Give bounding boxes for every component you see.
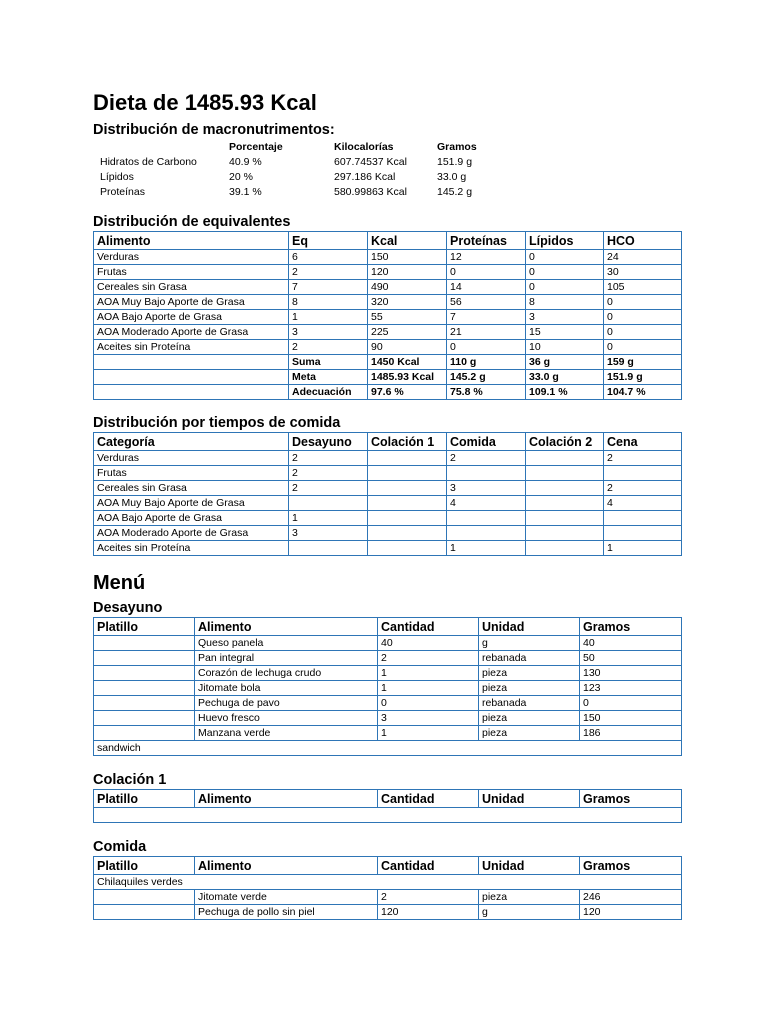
table-cell: 4 <box>447 496 526 511</box>
table-cell: pieza <box>479 726 580 741</box>
table-cell: 36 g <box>526 355 604 370</box>
macro-cell: 33.0 g <box>437 170 467 183</box>
table-cell: 1 <box>447 541 526 556</box>
table-cell: 0 <box>604 325 682 340</box>
table-cell <box>368 481 447 496</box>
menu-header-cell: Platillo <box>94 790 195 808</box>
table-cell: 8 <box>526 295 604 310</box>
table-cell: 1 <box>378 726 479 741</box>
table-cell <box>94 696 195 711</box>
tiempos-header-cell: Comida <box>447 433 526 451</box>
table-row <box>94 481 682 496</box>
table-cell: 151.9 g <box>604 370 682 385</box>
equiv-header-cell: Proteínas <box>447 232 526 250</box>
table-cell <box>368 541 447 556</box>
table-cell: 90 <box>368 340 447 355</box>
table-cell: Adecuación <box>289 385 368 400</box>
table-cell: 7 <box>289 280 368 295</box>
table-cell: AOA Muy Bajo Aporte de Grasa <box>94 295 289 310</box>
macro-row <box>93 184 493 199</box>
page-title: Dieta de 1485.93 Kcal <box>93 90 317 115</box>
equiv-header-cell: Eq <box>289 232 368 250</box>
table-row <box>94 651 682 666</box>
table-cell: Manzana verde <box>195 726 378 741</box>
macro-cell: 145.2 g <box>437 185 473 198</box>
table-cell: 123 <box>580 681 682 696</box>
menu-header-cell: Alimento <box>195 857 378 875</box>
macro-cell: 297.186 Kcal <box>334 170 396 183</box>
table-cell: 0 <box>580 696 682 711</box>
comida-heading: Comida <box>93 839 147 855</box>
tiempos-header-cell: Colación 2 <box>526 433 604 451</box>
tiempos-header-cell: Categoría <box>94 433 289 451</box>
table-row <box>94 265 682 280</box>
table-cell: g <box>479 905 580 920</box>
summary-row-suma <box>94 355 682 370</box>
table-cell: 0 <box>526 280 604 295</box>
table-cell: 24 <box>604 250 682 265</box>
tiempos-header-cell: Colación 1 <box>368 433 447 451</box>
table-cell: rebanada <box>479 651 580 666</box>
table-cell: Cereales sin Grasa <box>94 481 289 496</box>
table-cell <box>368 451 447 466</box>
table-cell <box>94 711 195 726</box>
table-cell: 120 <box>368 265 447 280</box>
table-cell: AOA Muy Bajo Aporte de Grasa <box>94 496 289 511</box>
table-cell: 320 <box>368 295 447 310</box>
table-cell <box>289 541 368 556</box>
table-row <box>94 280 682 295</box>
table-row <box>94 541 682 556</box>
table-cell <box>447 511 526 526</box>
dish-name: Chilaquiles verdes <box>94 875 682 890</box>
macro-header-row <box>93 139 493 154</box>
table-cell: Pan integral <box>195 651 378 666</box>
macro-header-cell: Gramos <box>437 140 477 153</box>
table-cell: 150 <box>368 250 447 265</box>
macro-cell: Lípidos <box>100 170 134 183</box>
tiempos-header-row <box>94 433 682 451</box>
macro-cell: 607.74537 Kcal <box>334 155 407 168</box>
table-cell: Jitomate bola <box>195 681 378 696</box>
colacion1-table <box>93 789 682 823</box>
macro-header-cell <box>93 139 226 154</box>
table-cell: 3 <box>289 325 368 340</box>
table-cell: 2 <box>289 481 368 496</box>
table-cell: 1 <box>378 666 479 681</box>
table-cell: Pechuga de pollo sin piel <box>195 905 378 920</box>
equiv-header-cell: Alimento <box>94 232 289 250</box>
table-cell <box>447 466 526 481</box>
menu-header-cell: Unidad <box>479 857 580 875</box>
table-cell: Verduras <box>94 250 289 265</box>
menu-header-cell: Platillo <box>94 618 195 636</box>
table-cell: 1 <box>289 511 368 526</box>
table-row <box>94 636 682 651</box>
table-cell: 159 g <box>604 355 682 370</box>
comida-header-row <box>94 857 682 875</box>
menu-header-cell: Platillo <box>94 857 195 875</box>
table-row <box>94 466 682 481</box>
menu-header-cell: Gramos <box>580 857 682 875</box>
menu-title: Menú <box>93 572 146 594</box>
menu-header-cell: Alimento <box>195 618 378 636</box>
table-cell: 104.7 % <box>604 385 682 400</box>
macro-cell: 40.9 % <box>229 155 262 168</box>
macro-heading: Distribución de macronutrimentos: <box>93 122 335 138</box>
table-cell: pieza <box>479 666 580 681</box>
document-page <box>93 88 681 920</box>
table-cell <box>526 541 604 556</box>
table-cell <box>289 496 368 511</box>
table-cell: 120 <box>378 905 479 920</box>
table-cell: pieza <box>479 711 580 726</box>
table-cell: 21 <box>447 325 526 340</box>
table-row <box>94 295 682 310</box>
empty-row <box>94 808 682 823</box>
table-cell <box>94 636 195 651</box>
table-cell: 225 <box>368 325 447 340</box>
table-cell: Queso panela <box>195 636 378 651</box>
table-cell: AOA Bajo Aporte de Grasa <box>94 511 289 526</box>
macro-header-cell: Porcentaje <box>229 140 283 153</box>
table-cell: 150 <box>580 711 682 726</box>
table-cell <box>368 526 447 541</box>
table-cell: Meta <box>289 370 368 385</box>
table-cell: 75.8 % <box>447 385 526 400</box>
table-cell: 0 <box>526 250 604 265</box>
table-cell <box>94 370 289 385</box>
tiempos-header-cell: Desayuno <box>289 433 368 451</box>
table-cell: 3 <box>289 526 368 541</box>
table-cell: Huevo fresco <box>195 711 378 726</box>
table-row <box>94 250 682 265</box>
table-cell: 246 <box>580 890 682 905</box>
table-row <box>94 726 682 741</box>
table-cell: 1485.93 Kcal <box>368 370 447 385</box>
table-row <box>94 526 682 541</box>
desayuno-heading: Desayuno <box>93 600 163 616</box>
menu-header-cell: Unidad <box>479 618 580 636</box>
table-cell: 97.6 % <box>368 385 447 400</box>
macro-cell: Hidratos de Carbono <box>100 155 197 168</box>
comida-table <box>93 856 682 920</box>
table-cell: 12 <box>447 250 526 265</box>
equiv-table <box>93 231 682 400</box>
table-cell <box>94 890 195 905</box>
dish-name: sandwich <box>94 741 682 756</box>
tiempos-heading: Distribución por tiempos de comida <box>93 415 341 431</box>
menu-header-cell: Gramos <box>580 618 682 636</box>
table-row <box>94 681 682 696</box>
table-row <box>94 905 682 920</box>
table-cell: Frutas <box>94 265 289 280</box>
table-cell: 130 <box>580 666 682 681</box>
equiv-header-row <box>94 232 682 250</box>
macro-row <box>93 154 493 169</box>
menu-header-cell: Cantidad <box>378 857 479 875</box>
table-cell: 0 <box>447 265 526 280</box>
table-cell: 0 <box>604 295 682 310</box>
table-cell: 10 <box>526 340 604 355</box>
equiv-header-cell: Kcal <box>368 232 447 250</box>
table-cell: 1450 Kcal <box>368 355 447 370</box>
table-cell <box>94 355 289 370</box>
table-cell <box>447 526 526 541</box>
menu-header-cell: Gramos <box>580 790 682 808</box>
macro-row <box>93 169 493 184</box>
table-row <box>94 496 682 511</box>
table-cell <box>604 511 682 526</box>
table-cell: 186 <box>580 726 682 741</box>
desayuno-table <box>93 617 682 756</box>
table-cell <box>94 651 195 666</box>
macro-cell: 580.99863 Kcal <box>334 185 407 198</box>
table-cell <box>604 526 682 541</box>
table-cell: Aceites sin Proteína <box>94 541 289 556</box>
table-cell: 2 <box>447 451 526 466</box>
table-row <box>94 325 682 340</box>
table-cell: 40 <box>378 636 479 651</box>
table-cell <box>368 466 447 481</box>
table-cell: 4 <box>604 496 682 511</box>
table-cell: 109.1 % <box>526 385 604 400</box>
table-cell: Frutas <box>94 466 289 481</box>
table-cell: 3 <box>447 481 526 496</box>
colacion1-heading: Colación 1 <box>93 772 167 788</box>
table-cell: 2 <box>378 890 479 905</box>
menu-header-cell: Alimento <box>195 790 378 808</box>
table-cell: AOA Moderado Aporte de Grasa <box>94 526 289 541</box>
table-row <box>94 711 682 726</box>
table-cell: 145.2 g <box>447 370 526 385</box>
summary-row-adecuacion <box>94 385 682 400</box>
table-cell: 15 <box>526 325 604 340</box>
tiempos-table <box>93 432 682 556</box>
table-cell: 490 <box>368 280 447 295</box>
table-cell: 2 <box>289 265 368 280</box>
table-cell: Suma <box>289 355 368 370</box>
table-cell: Pechuga de pavo <box>195 696 378 711</box>
table-row <box>94 310 682 325</box>
table-cell: 0 <box>604 310 682 325</box>
table-cell: Cereales sin Grasa <box>94 280 289 295</box>
table-cell: 0 <box>526 265 604 280</box>
table-cell: 2 <box>378 651 479 666</box>
table-row <box>94 511 682 526</box>
table-cell <box>526 451 604 466</box>
table-row <box>94 890 682 905</box>
colacion1-header-row <box>94 790 682 808</box>
equiv-heading: Distribución de equivalentes <box>93 214 291 230</box>
table-cell: AOA Bajo Aporte de Grasa <box>94 310 289 325</box>
table-cell: 30 <box>604 265 682 280</box>
macro-header-cell: Kilocalorías <box>334 140 394 153</box>
macro-cell: 151.9 g <box>437 155 473 168</box>
table-cell: pieza <box>479 681 580 696</box>
table-cell: 2 <box>289 466 368 481</box>
table-cell: 105 <box>604 280 682 295</box>
table-cell: 2 <box>604 481 682 496</box>
table-cell <box>94 726 195 741</box>
table-cell: 33.0 g <box>526 370 604 385</box>
table-cell: pieza <box>479 890 580 905</box>
summary-row-meta <box>94 370 682 385</box>
table-cell: 1 <box>289 310 368 325</box>
table-cell: rebanada <box>479 696 580 711</box>
desayuno-header-row <box>94 618 682 636</box>
table-cell <box>526 481 604 496</box>
equiv-header-cell: Lípidos <box>526 232 604 250</box>
table-cell: 56 <box>447 295 526 310</box>
menu-header-cell: Cantidad <box>378 618 479 636</box>
table-cell: 3 <box>378 711 479 726</box>
table-cell: 6 <box>289 250 368 265</box>
table-row <box>94 666 682 681</box>
menu-header-cell: Cantidad <box>378 790 479 808</box>
table-cell: Jitomate verde <box>195 890 378 905</box>
table-cell: 0 <box>378 696 479 711</box>
table-cell <box>604 466 682 481</box>
table-cell <box>94 385 289 400</box>
table-cell: 50 <box>580 651 682 666</box>
macro-cell: Proteínas <box>100 185 145 198</box>
table-cell: 3 <box>526 310 604 325</box>
table-row <box>94 340 682 355</box>
table-cell: 120 <box>580 905 682 920</box>
table-cell <box>526 511 604 526</box>
dish-row <box>94 741 682 756</box>
table-cell <box>526 496 604 511</box>
table-cell: 7 <box>447 310 526 325</box>
table-cell: 2 <box>289 451 368 466</box>
macro-table <box>93 139 493 199</box>
table-cell <box>368 511 447 526</box>
table-cell <box>526 526 604 541</box>
table-cell <box>368 496 447 511</box>
table-row <box>94 451 682 466</box>
table-cell: Aceites sin Proteína <box>94 340 289 355</box>
table-cell: 8 <box>289 295 368 310</box>
table-cell <box>94 808 682 823</box>
table-cell <box>94 666 195 681</box>
dish-row <box>94 875 682 890</box>
table-cell: 1 <box>378 681 479 696</box>
table-cell: 14 <box>447 280 526 295</box>
table-cell: Corazón de lechuga crudo <box>195 666 378 681</box>
table-cell: 2 <box>289 340 368 355</box>
table-cell <box>526 466 604 481</box>
table-cell: 2 <box>604 451 682 466</box>
table-cell: 40 <box>580 636 682 651</box>
table-cell: Verduras <box>94 451 289 466</box>
table-row <box>94 696 682 711</box>
table-cell: 110 g <box>447 355 526 370</box>
table-cell: 0 <box>604 340 682 355</box>
table-cell: AOA Moderado Aporte de Grasa <box>94 325 289 340</box>
table-cell: g <box>479 636 580 651</box>
macro-cell: 39.1 % <box>229 185 262 198</box>
table-cell: 55 <box>368 310 447 325</box>
menu-header-cell: Unidad <box>479 790 580 808</box>
equiv-header-cell: HCO <box>604 232 682 250</box>
table-cell <box>94 681 195 696</box>
table-cell <box>94 905 195 920</box>
table-cell: 0 <box>447 340 526 355</box>
macro-cell: 20 % <box>229 170 253 183</box>
table-cell: 1 <box>604 541 682 556</box>
tiempos-header-cell: Cena <box>604 433 682 451</box>
